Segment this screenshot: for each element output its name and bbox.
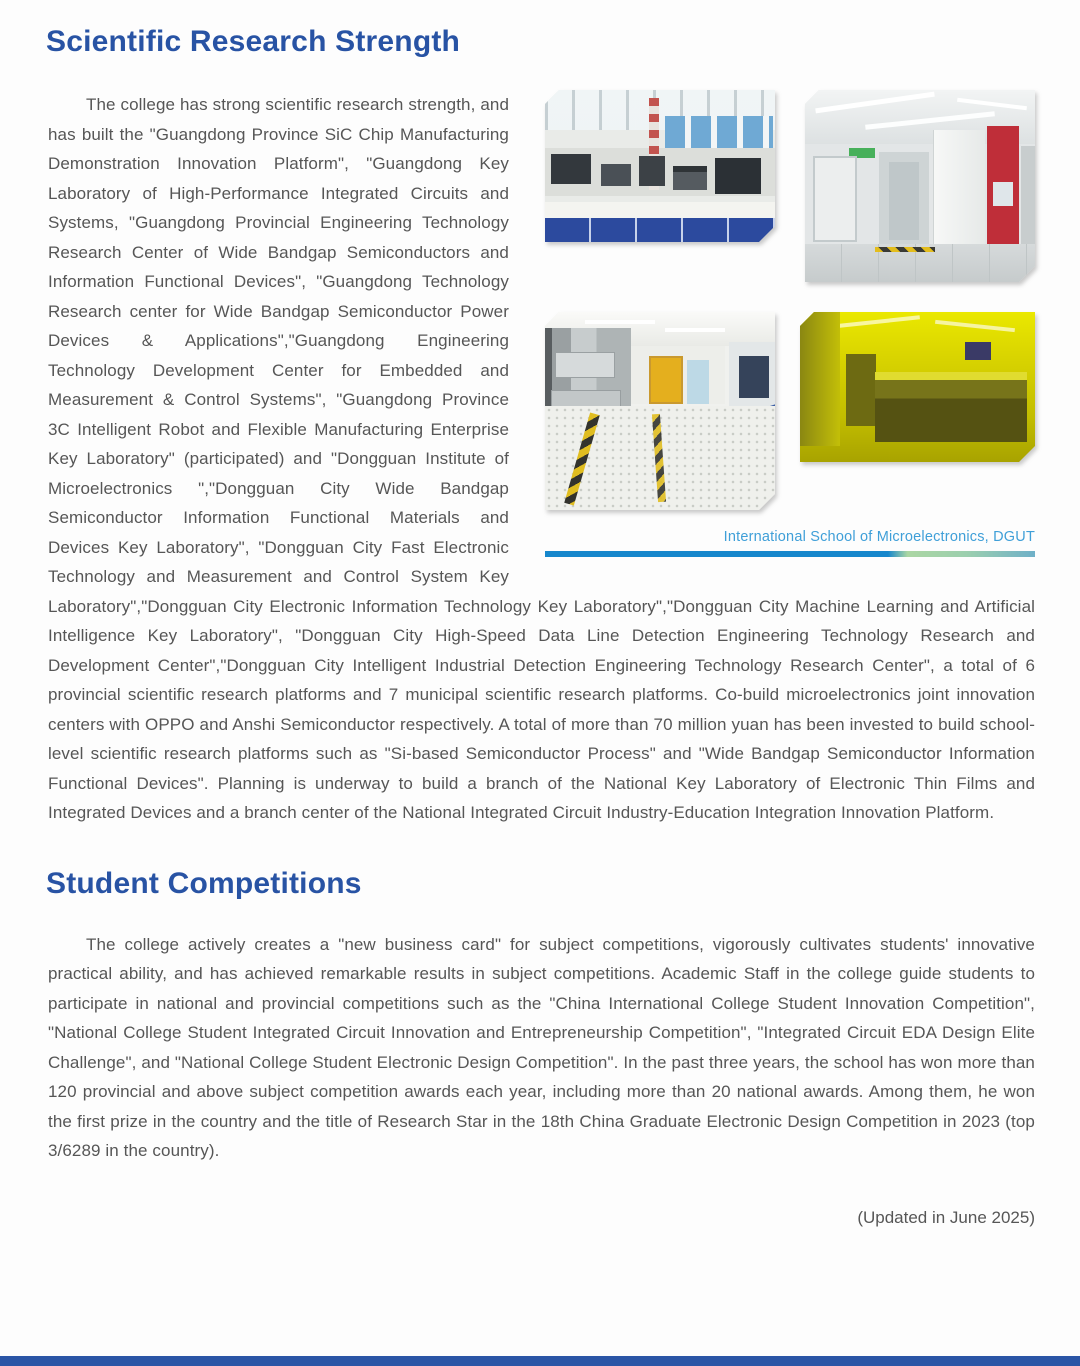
electronics-teaching-lab-photo [545,90,775,242]
research-content [48,90,1035,828]
competitions-paragraph: The college actively creates a "new business card" for subject competitions, vigorously cultivates students' innovative practical ability, and has achieved remarkable results in subject competitions. Academic Staff in the college guide students to participate in national and provincial competitions such as the "China International College Student Innovation Competition", "National College Student Integrated Circuit Innovation and Entrepreneurship Competition", "Integrated Circuit EDA Design Elite Challenge", and "National College Student Electronic Design Competition". In the past three years, the school has won more than 120 provincial and above subject competition awards each year, including more than 20 national awards. Among them, he won the first prize in the country and the title of Research Star in the 18th China Graduate Electronic Design Competition in 2023 (top 3/6289 in the country). [48,934,1035,1160]
footer-bar [0,1356,1080,1366]
photo-illustration [805,90,1035,282]
photo-illustration [545,312,775,510]
gallery-divider [545,551,1035,557]
section-title-competitions: Student Competitions [46,866,362,900]
cleanroom-red-equipment-photo [805,90,1035,282]
photo-illustration [800,312,1035,462]
photo-gallery [523,90,1035,570]
yellow-lithography-room-photo [800,312,1035,462]
page [0,24,1080,1366]
photo-illustration [545,90,775,242]
hazard-stripe [875,247,935,252]
gallery-caption: International School of Microelectronics, DGUT [723,529,1035,545]
section-title-research: Scientific Research Strength [46,25,461,58]
competitions-content [48,930,1035,1166]
yellow-door [649,356,683,404]
updated-note: (Updated in June 2025) [857,1207,1035,1227]
research-paragraph: The college has strong scientific research strength, and has built the "Guangdong Province SiC Chip Manufacturing Demonstration Innovation Platform", "Guangdong Key Laboratory of High-Performance Integrated Circuits and Systems, "Guangdong Provincial Engineering Technology Research Center of Wide Bandgap Semiconductors and Information Functional Devices", "Guangdong Technology Research center for Wide Bandgap Semiconductor Power Devices & Applications","Guangdong Engineering Technology Development Center for Embedded and Measurement & Control Systems", "Guangdong Province 3C Intelligent Robot and Flexible Manufacturing Enterprise Key Laboratory" (participated) and "Dongguan Institute of Microelectronics ","Dongguan City Wide Bandgap Semiconductor Information Functional Materials and Devices Key Laboratory", "Dongguan City Fast Electronic Technology and Measurement and Control System Key Laboratory","Dongguan City Electronic Information Technology Key Laboratory","Dongguan City Machine Learning and Artificial Intelligence Key Laboratory", "Dongguan City High-Speed Data Line Detection Engineering Technology Research and Development Center","Dongguan City Intelligent Industrial Detection Engineering Technology Research Center", a total of 6 provincial scientific research platforms and 7 municipal scientific research platforms. Co-build microelectronics joint innovation centers with OPPO and Anshi Semiconductor respectively. A total of more than 70 million yuan has been invested to build school-level scientific research platforms such as "Si-based Semiconductor Process" and "Wide Bandgap Semiconductor Information Functional Devices". Planning is underway to build a branch of the National Key Laboratory of Electronic Thin Films and Integrated Devices and a branch center of the National Integrated Circuit Industry-Education Integration Innovation Platform. [48,95,1035,822]
cleanroom-corridor-photo [545,312,775,510]
